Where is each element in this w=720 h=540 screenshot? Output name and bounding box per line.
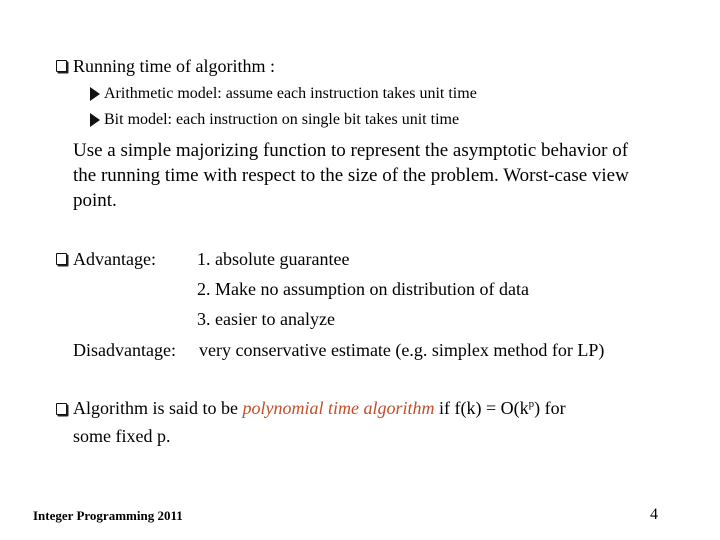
polynomial-highlight: polynomial time algorithm [242, 398, 435, 418]
arithmetic-model-item: Arithmetic model: assume each instruction takes unit time [104, 85, 477, 102]
bit-model-item: Bit model: each instruction on single bit takes unit time [104, 111, 460, 128]
advantage-item: 1. absolute guarantee [197, 249, 350, 269]
polynomial-line-2: some fixed p. [73, 426, 171, 446]
running-time-heading: Running time of algorithm : [73, 56, 275, 76]
advantage-item: 2. Make no assumption on distribution of data [197, 279, 529, 299]
disadvantage-text: very conservative estimate (e.g. simplex method for LP) [199, 340, 605, 360]
arrow-bullet-icon [90, 87, 100, 101]
paragraph-line: Use a simple majorizing function to represent the asymptotic behavior of [73, 140, 629, 161]
square-bullet-icon [56, 403, 67, 415]
arrow-bullet-icon [90, 113, 100, 127]
paragraph-line: the running time with respect to the size of the problem. Worst-case view [73, 165, 629, 186]
polynomial-suffix: ) for [534, 398, 566, 418]
advantage-item: 3. easier to analyze [197, 309, 335, 329]
footer-course: Integer Programming 2011 [33, 508, 183, 523]
paragraph-line: point. [73, 190, 117, 211]
square-bullet-icon [56, 253, 67, 265]
polynomial-prefix: Algorithm is said to be [73, 398, 243, 418]
polynomial-superscript: p [528, 398, 535, 410]
square-bullet-icon [56, 60, 67, 72]
polynomial-middle: if f(k) = O(k [434, 398, 529, 418]
disadvantage-label: Disadvantage: [73, 340, 176, 360]
page-number: 4 [650, 506, 658, 523]
advantage-label: Advantage: [73, 249, 156, 269]
polynomial-line [73, 398, 566, 419]
